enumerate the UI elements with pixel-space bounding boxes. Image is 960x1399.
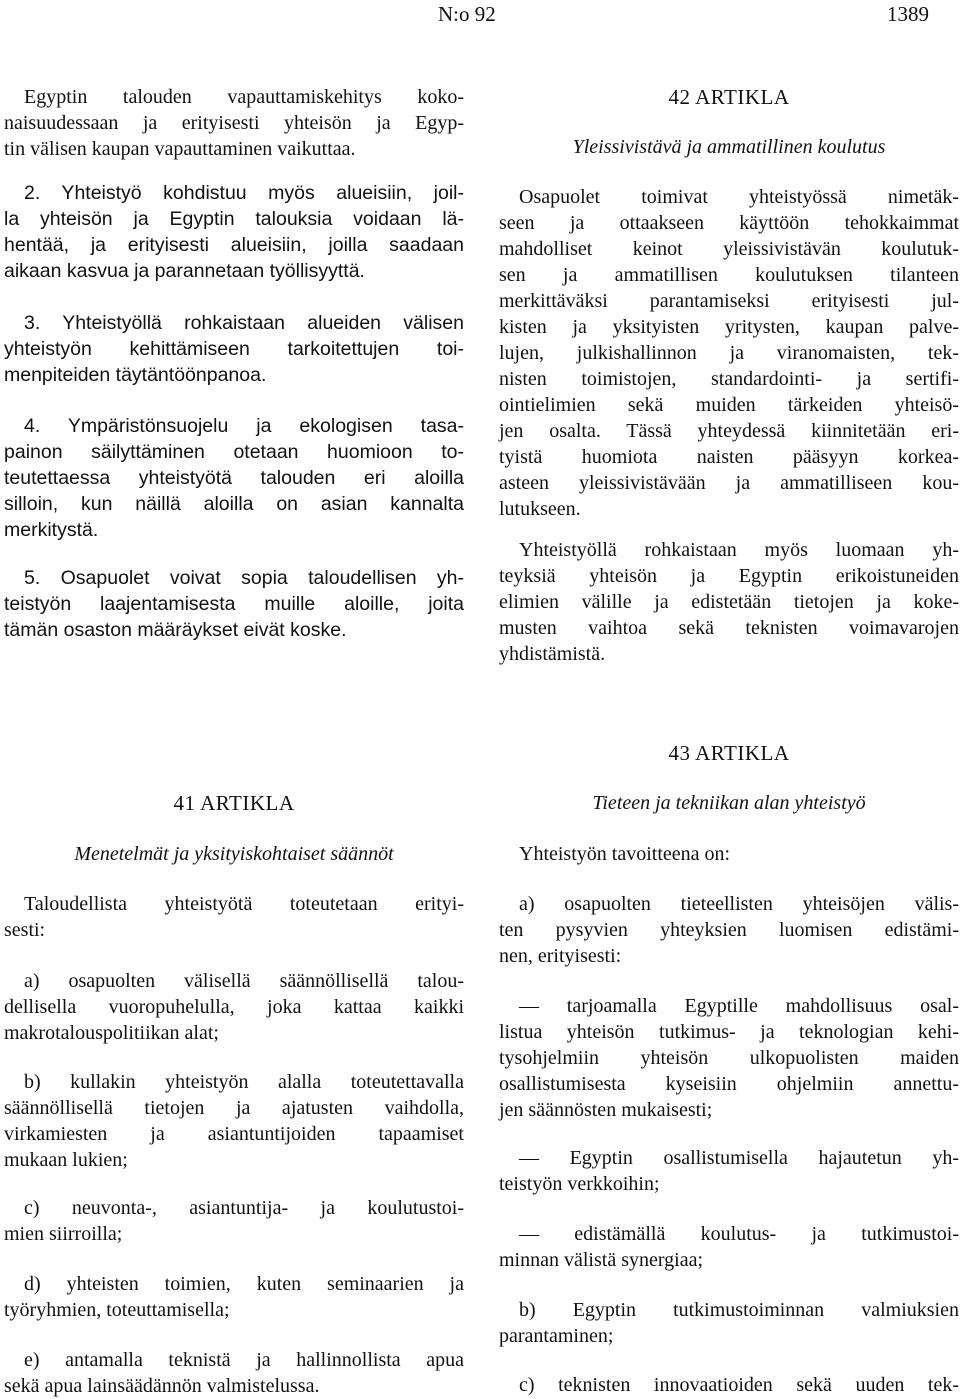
article-43-subtitle: Tieteen ja tekniikan alan yhteistyö xyxy=(592,792,866,814)
text-line: c) neuvonta-, asiantuntija- ja koulutustoi- xyxy=(24,1197,464,1219)
text-line: makrotalouspolitiikan alat; xyxy=(4,1022,219,1044)
text-line: nisten toimistojen, standardointi- ja sertifi- xyxy=(499,368,959,390)
page-number: 1389 xyxy=(887,2,929,26)
text-line: tämän osaston määräykset eivät koske. xyxy=(4,619,347,641)
text-line: c) teknisten innovaatioiden sekä uuden tek- xyxy=(519,1374,959,1396)
article-43-item-b xyxy=(499,1297,959,1349)
text-line: merkitystä. xyxy=(4,519,99,541)
text-line: hentää, ja erityisesti alueisiin, joilla saadaan xyxy=(4,234,464,256)
paragraph-3 xyxy=(4,310,464,388)
paragraph-4 xyxy=(4,413,464,543)
text-line: teistyön laajentamisesta muille aloille, joita xyxy=(4,593,464,615)
text-line: lutukseen. xyxy=(499,498,581,520)
text-line: — tarjoamalla Egyptille mahdollisuus osal- xyxy=(519,995,959,1017)
paragraph-5 xyxy=(4,565,464,643)
text-line: työryhmien, toteuttamisella; xyxy=(4,1299,230,1321)
text-line: merkittäväksi parantamiseksi erityisesti jul- xyxy=(499,290,959,312)
article-42-heading: 42 ARTIKLA xyxy=(668,85,790,109)
text-line: aikaan kasvua ja parannetaan työllisyyttä. xyxy=(4,260,365,282)
text-line: 5. Osapuolet voivat sopia taloudellisen yh- xyxy=(24,567,464,589)
text-line: silloin, kun näillä aloilla on asian kannalta xyxy=(4,493,464,515)
text-line: Egyptin talouden vapauttamiskehitys koko- xyxy=(24,86,464,108)
article-41-item-d xyxy=(4,1271,464,1323)
text-line: 2. Yhteistyö kohdistuu myös alueisiin, joil- xyxy=(24,182,464,204)
article-43-item-c xyxy=(499,1372,959,1398)
article-42-paragraph-1 xyxy=(499,184,959,522)
article-42-subtitle: Yleissivistävä ja ammatillinen koulutus xyxy=(572,136,886,158)
text-line: mahdolliset keinot yleissivistävän koulutuk- xyxy=(499,238,959,260)
article-43-dash-1 xyxy=(499,993,959,1123)
text-line: painon säilyttäminen otetaan huomioon to- xyxy=(4,441,464,463)
text-line: mien siirroilla; xyxy=(4,1223,123,1245)
text-line: mukaan lukien; xyxy=(4,1149,128,1171)
text-line: listua yhteisön tutkimus- ja teknologian kehi- xyxy=(499,1021,959,1043)
text-line: 4. Ympäristönsuojelu ja ekologisen tasa- xyxy=(24,415,464,437)
text-line: Yhteistyön tavoitteena on: xyxy=(519,843,731,865)
article-43-dash-3 xyxy=(499,1221,959,1273)
text-line: Osapuolet toimivat yhteistyössä nimetäk- xyxy=(519,186,959,208)
article-41-subtitle: Menetelmät ja yksityiskohtaiset säännöt xyxy=(74,843,394,865)
text-line: elimien välille ja edistetään tietojen ja koke- xyxy=(499,591,959,613)
text-line: Taloudellista yhteistyötä toteutetaan erityi- xyxy=(24,893,464,915)
text-line: teutettaessa yhteistyötä talouden eri aloilla xyxy=(4,467,464,489)
text-line: sen ja ammatillisen koulutuksen tilanteen xyxy=(499,264,959,286)
text-line: menpiteiden täytäntöönpanoa. xyxy=(4,364,267,386)
text-line: a) osapuolten tieteellisten yhteisöjen välis- xyxy=(519,893,959,915)
text-line: yhteistyön kehittämiseen tarkoitettujen toi- xyxy=(4,338,464,360)
text-line: Yhteistyöllä rohkaistaan myös luomaan yh- xyxy=(519,539,959,561)
text-line: jen säännösten mukaisesti; xyxy=(499,1099,713,1121)
article-43-intro xyxy=(499,841,959,867)
text-line: naisuudessaan ja erityisesti yhteisön ja Egyp- xyxy=(4,112,464,134)
text-line: b) kullakin yhteistyön alalla toteutettavalla xyxy=(24,1071,464,1093)
article-42-paragraph-2 xyxy=(499,537,959,667)
text-line: musten vaihtoa sekä teknisten voimavarojen xyxy=(499,617,959,639)
text-line: sekä apua lainsäädännön valmistelussa. xyxy=(4,1375,320,1397)
text-line: yhdistämistä. xyxy=(499,643,606,665)
text-line: jen osalta. Tässä yhteydessä kiinnitetään eri- xyxy=(499,420,959,442)
text-line: — Egyptin osallistumisella hajautetun yh- xyxy=(519,1147,959,1169)
article-41-item-e xyxy=(4,1347,464,1399)
text-line: tysohjelmiin yhteisön ulkopuolisten maiden xyxy=(499,1047,959,1069)
text-line: teyksiä yhteisön ja Egyptin erikoistuneiden xyxy=(499,565,959,587)
intro-paragraph xyxy=(4,84,464,162)
article-41-item-a xyxy=(4,968,464,1046)
text-line: sesti: xyxy=(4,919,46,941)
article-41-heading: 41 ARTIKLA xyxy=(173,791,295,815)
left-column xyxy=(4,0,464,1396)
text-line: virkamiesten ja asiantuntijoiden tapaamiset xyxy=(4,1123,464,1145)
text-line: a) osapuolten välisellä säännöllisellä talou- xyxy=(24,970,464,992)
text-line: la yhteisön ja Egyptin talouksia voidaan lä- xyxy=(4,208,464,230)
issue-number: N:o 92 xyxy=(438,2,496,26)
article-41-intro xyxy=(4,891,464,943)
text-line: lujen, julkishallinnon ja viranomaisten, tek- xyxy=(499,342,959,364)
article-43-dash-2 xyxy=(499,1145,959,1197)
text-line: tyistä huomiota naisten pääsyyn korkea- xyxy=(499,446,959,468)
text-line: dellisella vuoropuhelulla, joka kattaa kaikki xyxy=(4,996,464,1018)
text-line: nen, erityisesti: xyxy=(499,945,622,967)
text-line: minnan välistä synergiaa; xyxy=(499,1249,704,1271)
text-line: säännöllisellä tietojen ja ajatusten vaihdolla, xyxy=(4,1097,464,1119)
text-line: d) yhteisten toimien, kuten seminaarien ja xyxy=(24,1273,464,1295)
article-43-heading: 43 ARTIKLA xyxy=(668,741,790,765)
text-line: b) Egyptin tutkimustoiminnan valmiuksien xyxy=(519,1299,959,1321)
text-line: 3. Yhteistyöllä rohkaistaan alueiden välisen xyxy=(24,312,464,334)
text-line: tin välisen kaupan vapauttaminen vaikuttaa. xyxy=(4,138,356,160)
text-line: asteen yleissivistävään ja ammatilliseen kou- xyxy=(499,472,959,494)
text-line: kisten ja yksityisten yritysten, kaupan palve- xyxy=(499,316,959,338)
right-column xyxy=(499,0,959,1396)
text-line: seen ja ottaakseen käyttöön tehokkaimmat xyxy=(499,212,959,234)
paragraph-2 xyxy=(4,180,464,284)
article-41-item-c xyxy=(4,1195,464,1247)
text-line: e) antamalla teknistä ja hallinnollista apua xyxy=(24,1349,464,1371)
text-line: osallistumisesta kyseisiin ohjelmiin annettu- xyxy=(499,1073,959,1095)
article-41-item-b xyxy=(4,1069,464,1173)
text-line: — edistämällä koulutus- ja tutkimustoi- xyxy=(519,1223,959,1245)
article-43-item-a xyxy=(499,891,959,969)
text-line: parantaminen; xyxy=(499,1325,614,1347)
text-line: ten pysyvien yhteyksien luomisen edistämi- xyxy=(499,919,959,941)
text-line: teistyön verkkoihin; xyxy=(499,1173,660,1195)
text-line: ointielimien sekä muiden tärkeiden yhteisö- xyxy=(499,394,959,416)
